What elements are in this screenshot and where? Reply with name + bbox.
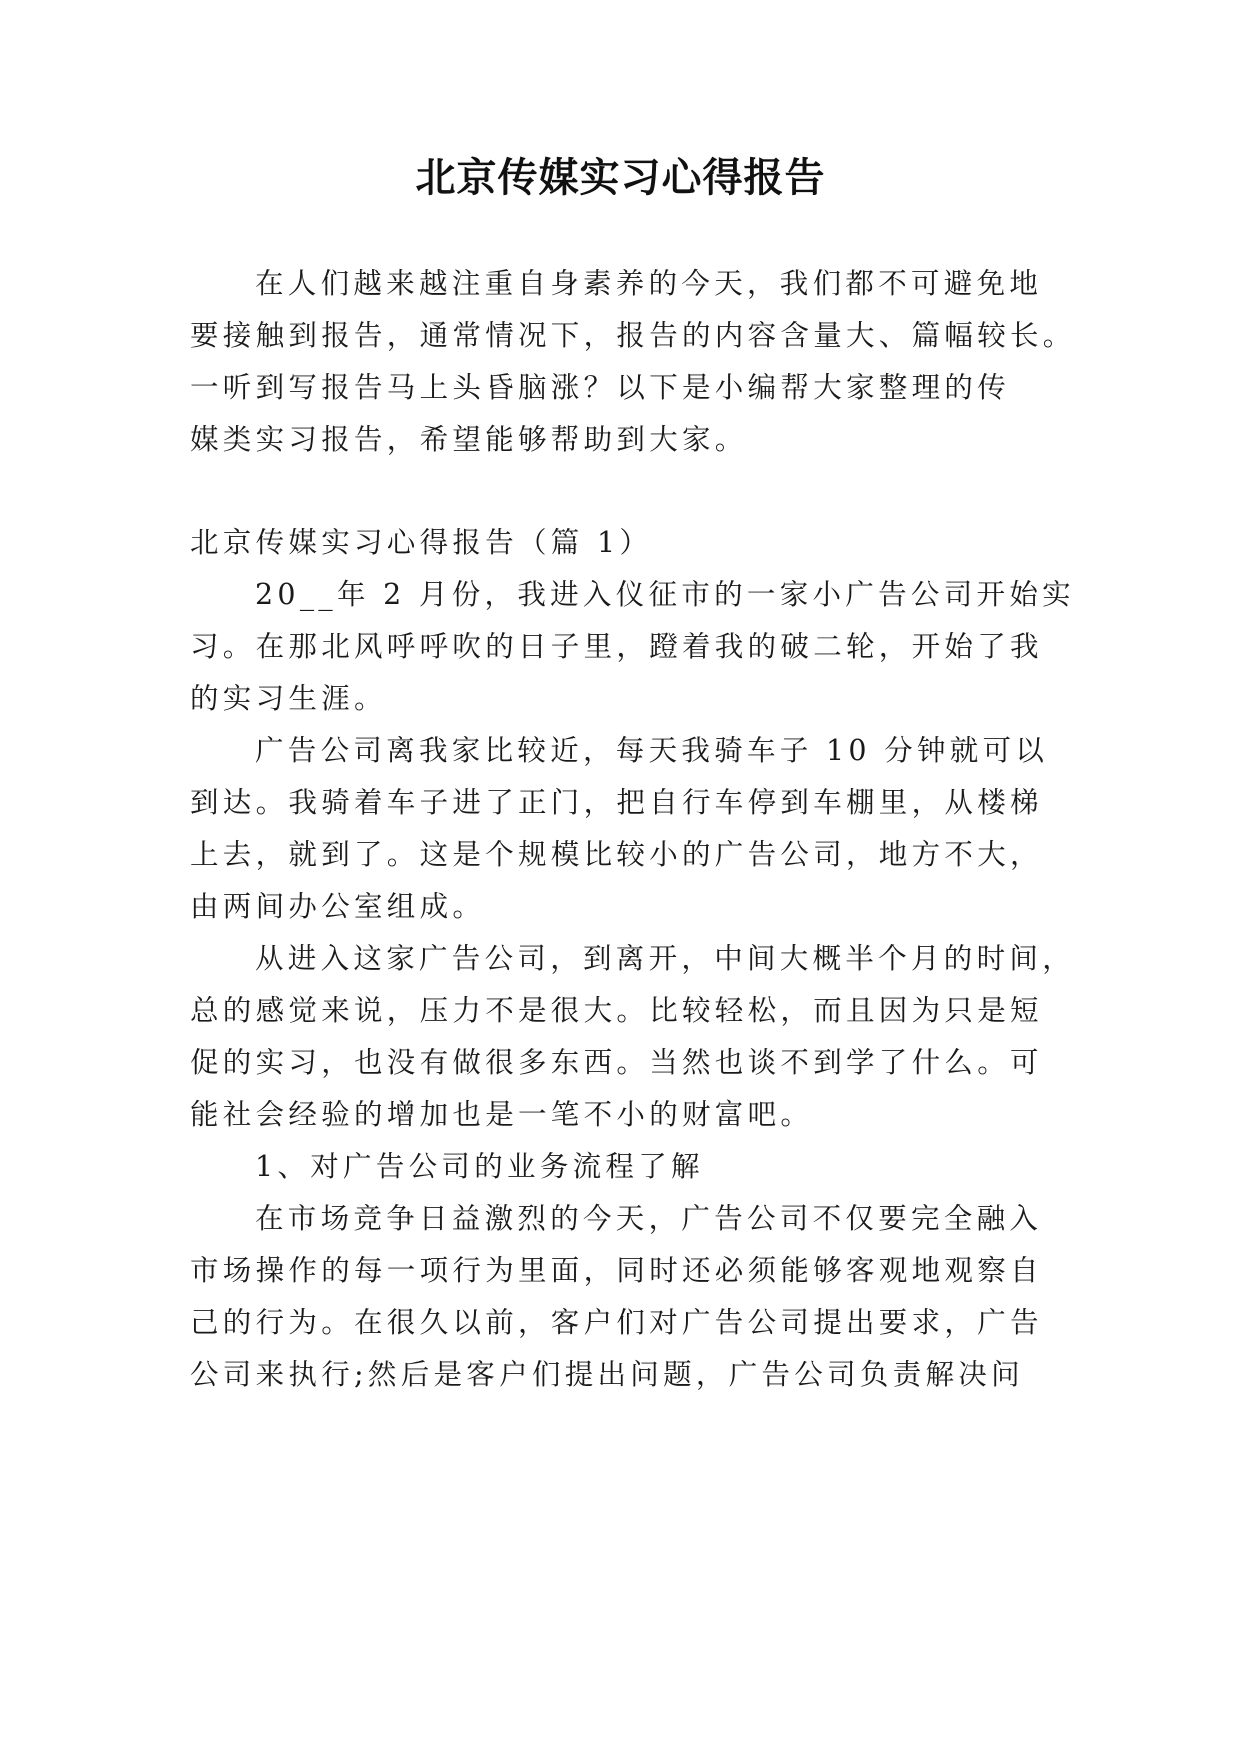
paragraph-line: 公司来执行;然后是客户们提出问题，广告公司负责解决问 <box>190 1358 1024 1391</box>
paragraph-line: 在市场竞争日益激烈的今天，广告公司不仅要完全融入 <box>255 1202 1043 1235</box>
paragraph-line: 能社会经验的增加也是一笔不小的财富吧。 <box>190 1098 814 1131</box>
paragraph-line: 从进入这家广告公司，到离开，中间大概半个月的时间， <box>255 942 1076 975</box>
paragraph-line: 习。在那北风呼呼吹的日子里，蹬着我的破二轮，开始了我 <box>190 630 1043 663</box>
paragraph-line: 在人们越来越注重自身素养的今天，我们都不可避免地 <box>255 267 1043 300</box>
document-title: 北京传媒实习心得报告 <box>415 154 826 201</box>
paragraph-line: 总的感觉来说，压力不是很大。比较轻松，而且因为只是短 <box>190 994 1043 1027</box>
paragraph-line: 20__年 2 月份，我进入仪征市的一家小广告公司开始实 <box>255 578 1075 611</box>
paragraph-line: 媒类实习报告，希望能够帮助到大家。 <box>190 423 748 456</box>
paragraph-line: 到达。我骑着车子进了正门，把自行车停到车棚里，从楼梯 <box>190 786 1043 819</box>
section-heading: 北京传媒实习心得报告（篇 1） <box>190 526 653 559</box>
paragraph-line: 市场操作的每一项行为里面，同时还必须能够客观地观察自 <box>190 1254 1043 1287</box>
paragraph-line: 己的行为。在很久以前，客户们对广告公司提出要求，广告 <box>190 1306 1043 1339</box>
paragraph-line: 要接触到报告，通常情况下，报告的内容含量大、篇幅较长。 <box>190 319 1076 352</box>
paragraph-line: 促的实习，也没有做很多东西。当然也谈不到学了什么。可 <box>190 1046 1043 1079</box>
paragraph-line: 由两间办公室组成。 <box>190 890 486 923</box>
paragraph-line: 广告公司离我家比较近，每天我骑车子 10 分钟就可以 <box>255 734 1049 767</box>
subsection-heading: 1、对广告公司的业务流程了解 <box>255 1150 704 1183</box>
paragraph-line: 的实习生涯。 <box>190 682 387 715</box>
paragraph-line: 上去，就到了。这是个规模比较小的广告公司，地方不大， <box>190 838 1043 871</box>
paragraph-line: 一听到写报告马上头昏脑涨？以下是小编帮大家整理的传 <box>190 371 1011 404</box>
